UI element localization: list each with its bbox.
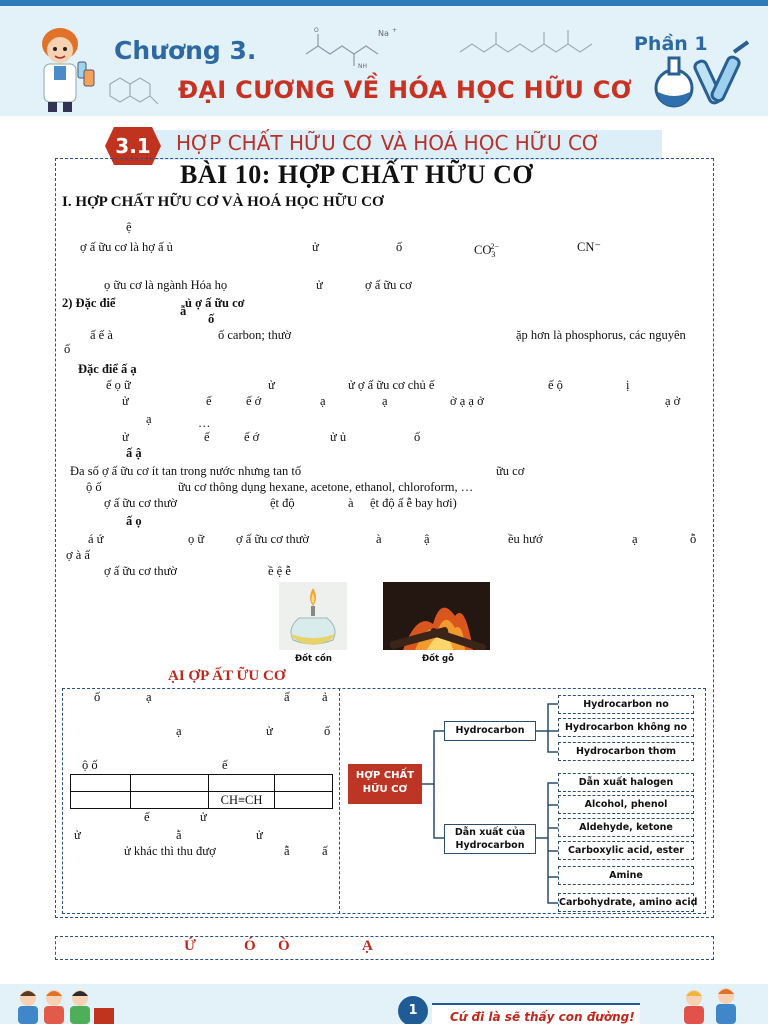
text-line: ệt độ (270, 496, 295, 510)
tree-leaf: Hydrocarbon no (558, 695, 694, 714)
tree-leaf: Dẫn xuất halogen (558, 773, 694, 792)
kids-illustration-icon (676, 984, 762, 1024)
footer-bar (0, 984, 768, 1024)
text-line: ộ ố (82, 758, 98, 772)
page-number: 1 (398, 996, 428, 1024)
text-line: CN⁻ (577, 240, 601, 254)
text-line: ặp hơn là phosphorus, các nguyên (516, 328, 686, 342)
text-line: ế (204, 430, 210, 444)
bottom-text-fragment: Ạ (362, 938, 373, 954)
heading-characteristics: 2) Đặc điể (62, 296, 116, 310)
text-line: ố (94, 690, 101, 704)
text-line: ị (626, 378, 630, 392)
text-line: ủ ợ ấ ữu cơ (185, 296, 245, 310)
text-line: ố (324, 724, 331, 738)
caption-burning-alcohol: Đốt cồn (295, 654, 332, 664)
text-line: ấ ậ (126, 446, 142, 460)
burning-alcohol-image (279, 582, 347, 650)
text-line: ẫ (180, 304, 187, 318)
text-line: ậ (424, 532, 430, 546)
header-stripe (0, 0, 768, 6)
classification-divider (339, 688, 340, 914)
text-line: ấ ế à (90, 328, 113, 342)
text-line: ử ủ (330, 430, 347, 444)
part-label: Phần 1 (634, 33, 708, 55)
molecule-structure-icon-2 (454, 24, 604, 70)
tree-leaf: Aldehyde, ketone (558, 818, 694, 837)
text-line: à (348, 496, 354, 510)
caption-burning-wood: Đốt gỗ (422, 654, 454, 664)
text-line: Đa số ợ ấ ữu cơ ít tan trong nước nhưng tan tố (70, 464, 302, 478)
text-line: … (198, 416, 211, 430)
text-line: ử (256, 828, 263, 842)
chapter-title: ĐẠI CƯƠNG VỀ HÓA HỌC HỮU CƠ (178, 76, 632, 104)
tree-leaf: Amine (558, 866, 694, 885)
section-number: 3.1 (115, 134, 151, 158)
table-row (71, 792, 333, 809)
text-line: ử (122, 430, 129, 444)
text-line: ạ (382, 394, 388, 408)
lesson-title: BÀI 10: HỢP CHẤT HỮU CƠ (180, 160, 534, 189)
text-line: ề ệ ễ (268, 564, 291, 578)
text-line: ợ ấ ữu cơ thườ (236, 532, 309, 546)
text-line: ố carbon; thườ (218, 328, 292, 342)
text-line: ế ọ ữ (106, 378, 131, 392)
text-line: ử ợ ấ ữu cơ chủ ế (348, 378, 435, 392)
table-row (71, 775, 333, 792)
text-line: ử (266, 724, 273, 738)
table-cell (275, 792, 333, 809)
text-line: à (376, 532, 382, 546)
text-line: ử (200, 810, 207, 824)
tree-node-hydrocarbon-derivatives: Dẫn xuất của Hydrocarbon (444, 824, 536, 854)
section-title: HỢP CHẤT HỮU CƠ VÀ HOÁ HỌC HỮU CƠ (176, 131, 601, 155)
co3-subscript: 3 (491, 250, 496, 259)
text-line: ấ ọ (126, 514, 142, 528)
text-line: ố (414, 430, 421, 444)
co3-formula (474, 240, 499, 262)
text-line: ệt độ ấ ễ bay hơi) (370, 496, 457, 510)
tree-leaf: Carboxylic acid, ester (558, 841, 694, 860)
text-line: ọ ữ (188, 532, 205, 546)
text-line: ố (64, 342, 71, 356)
header-banner (0, 0, 768, 116)
footer-slogan: Cứ đi là sẽ thấy con đường! (450, 1010, 635, 1024)
text-line: ử (74, 828, 81, 842)
text-line: ử (312, 240, 319, 254)
table-cell (209, 775, 275, 792)
molecule-label-o: O (314, 27, 319, 34)
text-line: ạ (632, 532, 638, 546)
molecule-label-na: Na (378, 29, 389, 38)
text-line: ộ ố (86, 480, 102, 494)
co3-base: CO (474, 243, 492, 257)
chapter-label: Chương 3. (114, 36, 257, 65)
tree-leaf: Hydrocarbon không no (558, 718, 694, 737)
text-line: ử (122, 394, 129, 408)
heading-physical: Đặc điể ấ ạ (78, 362, 137, 376)
text-line: ạ ở (665, 394, 681, 408)
text-line: ố (396, 240, 403, 254)
text-line: ợ à ấ (66, 548, 90, 562)
text-line: ều hướ (508, 532, 543, 546)
students-illustration-icon (8, 984, 118, 1024)
text-line: ợ ấ ữu cơ là hợ ấ ủ (80, 240, 173, 254)
text-line: ợ ấ ữu cơ (365, 278, 412, 292)
table-cell (71, 775, 131, 792)
text-line: ế (206, 394, 212, 408)
table-cell (131, 792, 209, 809)
text-line: ỗ (690, 532, 697, 546)
text-line: ấ (322, 844, 328, 858)
text-line: ế ớ (246, 394, 262, 408)
example-table (70, 774, 333, 809)
text-line: ế (222, 758, 228, 772)
bottom-section-box (55, 936, 714, 960)
classification-heading: ẠI ỢP ẤT ỮU CƠ (168, 668, 286, 684)
tree-node-hydrocarbon: Hydrocarbon (444, 721, 536, 741)
bottom-text-fragment: Ó (244, 938, 256, 954)
ring-molecule-icon (100, 70, 160, 114)
tree-root-organic-compounds: HỢP CHẤT HỮU CƠ (348, 764, 422, 804)
text-line: ữu cơ (496, 464, 525, 478)
text-line: ệ (126, 220, 132, 234)
text-line: ạ (146, 412, 152, 426)
text-line: ở ạ ạ ở (450, 394, 484, 408)
molecule-structure-icon (300, 24, 410, 70)
tree-leaf: Alcohol, phenol (558, 795, 694, 814)
tree-leaf: Carbohydrate, amino acid (558, 893, 694, 912)
text-line: ế ớ (244, 430, 260, 444)
text-line: ợ ấ ữu cơ thườ (104, 564, 177, 578)
bottom-text-fragment: Ò (278, 938, 290, 954)
text-line: ử khác thì thu đượ (124, 844, 216, 858)
burning-wood-image (383, 582, 490, 650)
lab-flask-icon (654, 38, 754, 110)
text-line: ạ (176, 724, 182, 738)
table-cell-acetylene: CH≡CH (209, 792, 275, 809)
text-line: ế (144, 810, 150, 824)
text-line: ố (208, 312, 215, 326)
text-line: ợ ấ ữu cơ thườ (104, 496, 177, 510)
heading-organic-compounds: I. HỢP CHẤT HỮU CƠ VÀ HOÁ HỌC HỮU CƠ (62, 194, 384, 210)
text-line: á ứ (88, 532, 104, 546)
text-line: ạ (146, 690, 152, 704)
bottom-text-fragment: Ứ (184, 938, 196, 954)
text-line: ọ ữu cơ là ngành Hóa họ (104, 278, 228, 292)
text-line: ấ (284, 690, 290, 704)
text-line: ả (322, 690, 328, 704)
text-line: ử (268, 378, 275, 392)
text-line: ữu cơ thông dụng hexane, acetone, ethanol, chloroform, … (178, 480, 474, 494)
scientist-mascot-icon (28, 22, 98, 114)
table-cell (71, 792, 131, 809)
table-cell (275, 775, 333, 792)
text-line: ạ (320, 394, 326, 408)
text-line: ẫ (284, 844, 290, 858)
text-line: ử (316, 278, 323, 292)
text-line: ế ộ (548, 378, 563, 392)
co3-charge: 2− (490, 242, 499, 251)
text-line: ằ (176, 828, 182, 842)
table-cell (131, 775, 209, 792)
molecule-label-nh: NH (358, 63, 367, 70)
molecule-label-plus: + (392, 27, 398, 34)
tree-leaf: Hydrocarbon thơm (558, 742, 694, 761)
